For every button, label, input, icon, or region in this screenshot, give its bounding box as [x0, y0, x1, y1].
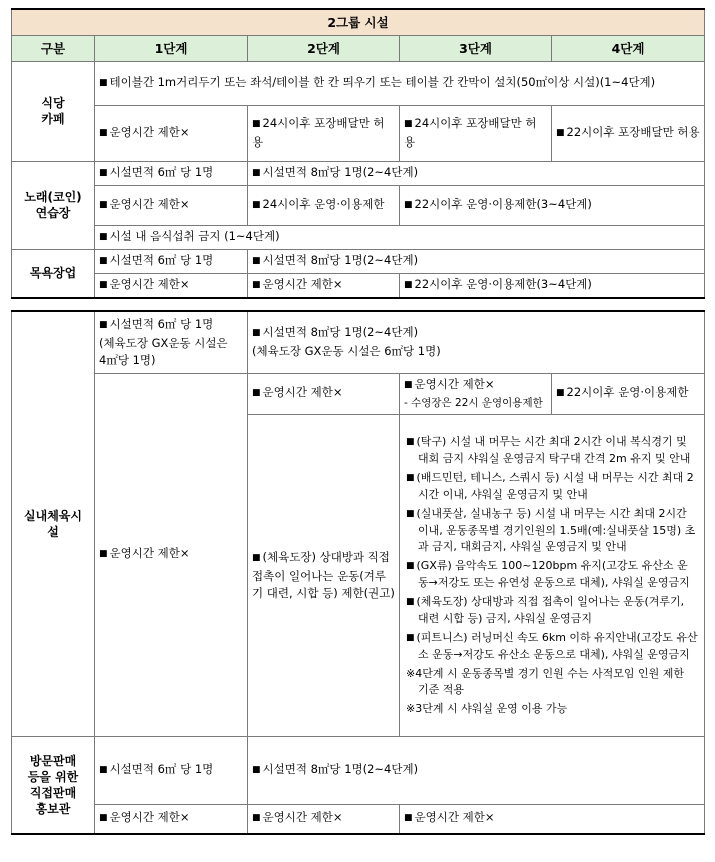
facility-table-upper: [11, 8, 705, 299]
bath-stage1-capacity: ■ 시설면적 6㎡ 당 1명: [95, 249, 248, 273]
bath-stage2-capacity: ■ 시설면적 8㎡당 1명(2~4단계): [248, 249, 705, 273]
gym-stage2-detail: ■ (체육도장) 상대방과 직접 접촉이 일어나는 운동(겨루기 대련, 시합 등) 제한(권고): [248, 414, 400, 736]
category-gym: 실내체육시 설: [12, 311, 95, 736]
cafe-stage3-hours: ■ 24시이후 포장배달만 허용: [400, 105, 552, 161]
gym-detail-item: ■ (배드민턴, 테니스, 스쿼시 등) 시설 내 머무는 시간 최대 2시간 이내, 샤워실 운영금지 및 안내: [406, 470, 698, 503]
gym-stage3-hours-cell: [400, 373, 552, 414]
cafe-stage4-hours: ■ 22시이후 포장배달만 허용: [552, 105, 705, 161]
gym-note-item: ※4단계 시 운동종목별 경기 인원 수는 사적모임 인원 제한 기준 적용: [406, 666, 684, 696]
category-cafe: 식당 카페: [12, 61, 95, 161]
gym-stage4-hours: ■ 22시이후 운영·이용제한: [552, 373, 705, 414]
category-bath: 목욕장업: [12, 249, 95, 298]
header-stage-3: 3단계: [400, 35, 552, 61]
gym-stage3-pool-note: - 수영장은 22시 운영이용제한: [404, 396, 543, 409]
sales-stage2-capacity: ■ 시설면적 8㎡당 1명(2~4단계): [248, 736, 705, 804]
cafe-distance-rule: ■ 테이블간 1m거리두기 또는 좌석/테이블 한 칸 띄우기 또는 테이블 간 칸막이 설치(50㎡이상 시설)(1~4단계): [95, 61, 705, 105]
header-stage-4: 4단계: [552, 35, 705, 61]
gym-detail-item: ■ (탁구) 시설 내 머무는 시간 최대 2시간 이내 복식경기 및 대회 금지 샤워실 운영금지 탁구대 간격 2m 유지 및 안내: [406, 434, 698, 467]
gym-detail-item: ■ (피트니스) 러닝머신 속도 6km 이하 유지안내(고강도 유산소 운동→저강도 유산소 운동으로 대체), 샤워실 운영금지: [406, 630, 698, 663]
header-stage-1: 1단계: [95, 35, 248, 61]
sales-stage1-capacity: ■ 시설면적 6㎡ 당 1명: [95, 736, 248, 804]
header-category: 구분: [12, 35, 95, 61]
category-karaoke: 노래(코인) 연습장: [12, 161, 95, 249]
gym-stage3-details: [400, 414, 705, 736]
cafe-stage1-hours: ■ 운영시간 제한×: [95, 105, 248, 161]
table-title: 2그룹 시설: [12, 9, 705, 35]
bath-stage3-hours: ■ 22시이후 운영·이용제한(3~4단계): [400, 273, 705, 298]
gym-detail-item: ■ (실내풋살, 실내농구 등) 시설 내 머무는 시간 최대 2시간 이내, 운동종목별 경기인원의 1.5배(예:실내풋살 15명) 초과 금지, 대회금지, 샤워실 운영금지 및 안내: [406, 506, 698, 555]
karaoke-stage1-capacity: ■ 시설면적 6㎡ 당 1명: [95, 161, 248, 185]
gym-stage1-capacity: ■ 시설면적 6㎡ 당 1명 (체육도장 GX운동 시설은 4㎡당 1명): [95, 311, 248, 373]
sales-stage2-hours: ■ 운영시간 제한×: [248, 804, 400, 834]
gym-detail-item: ■ (체육도장) 상대방과 직접 접촉이 일어나는 운동(겨루기, 대련 시합 등) 금지, 샤워실 운영금지: [406, 594, 698, 627]
gym-note-item: ※3단계 시 샤워실 운영 이용 가능: [406, 701, 568, 715]
facility-table-lower: [11, 310, 705, 835]
gym-stage2-hours: ■ 운영시간 제한×: [248, 373, 400, 414]
gym-stage2-capacity: ■ 시설면적 8㎡당 1명(2~4단계) (체육도장 GX운동 시설은 6㎡당 1명): [248, 311, 705, 373]
gym-stage3-hours: ■ 운영시간 제한×: [404, 376, 547, 395]
cafe-stage2-hours: ■ 24시이후 포장배달만 허용: [248, 105, 400, 161]
karaoke-stage2-hours: ■ 24시이후 운영·이용제한: [248, 185, 400, 225]
bath-stage2-hours: ■ 운영시간 제한×: [248, 273, 400, 298]
gym-detail-item: ■ (GX류) 음악속도 100~120bpm 유지(고강도 유산소 운동→저강도 또는 유연성 운동으로 대체), 샤워실 운영금지: [406, 558, 698, 591]
gym-stage1-hours: ■ 운영시간 제한×: [95, 373, 248, 736]
gym-details-list: [406, 434, 698, 717]
header-stage-2: 2단계: [248, 35, 400, 61]
sales-stage1-hours: ■ 운영시간 제한×: [95, 804, 248, 834]
bath-stage1-hours: ■ 운영시간 제한×: [95, 273, 248, 298]
sales-stage3-hours: ■ 운영시간 제한×: [400, 804, 705, 834]
karaoke-stage1-hours: ■ 운영시간 제한×: [95, 185, 248, 225]
category-sales: 방문판매 등을 위한 직접판매 홍보관: [12, 736, 95, 834]
karaoke-food-ban: ■ 시설 내 음식섭취 금지 (1~4단계): [95, 225, 705, 249]
karaoke-stage3-hours: ■ 22시이후 운영·이용제한(3~4단계): [400, 185, 705, 225]
karaoke-stage2-capacity: ■ 시설면적 8㎡당 1명(2~4단계): [248, 161, 705, 185]
